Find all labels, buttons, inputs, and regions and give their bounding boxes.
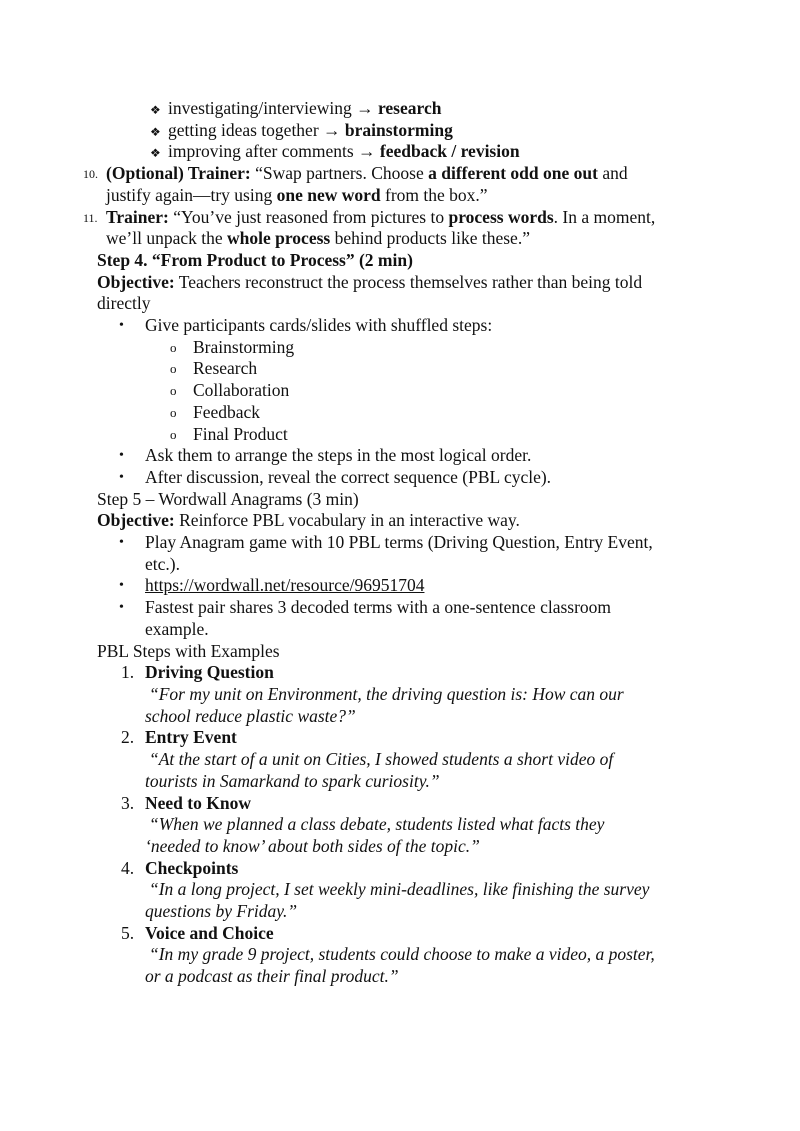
pbl-item-title: 5. Voice and Choice xyxy=(121,922,274,943)
bullet-icon: • xyxy=(119,535,124,551)
step5-objective: Objective: Reinforce PBL vocabulary in an interactive way. xyxy=(97,510,520,531)
list-item: ❖ getting ideas together → brainstorming xyxy=(0,120,800,142)
list-item: • After discussion, reveal the correct sequence (PBL cycle). xyxy=(119,466,552,487)
pbl-item-title: 1. Driving Question xyxy=(121,662,274,683)
diamond-bullet-icon: ❖ xyxy=(150,124,161,139)
numbered-item-11-cont: we’ll unpack the whole process behind products like these.” xyxy=(106,228,530,249)
list-item xyxy=(0,575,800,597)
item-number: 5. xyxy=(121,922,135,943)
numbered-item-10-cont: justify again—try using one new word from the box.” xyxy=(106,184,488,205)
step5-heading: Step 5 – Wordwall Anagrams (3 min) xyxy=(97,488,359,509)
item-number: 3. xyxy=(121,792,135,813)
list-item: • Give participants cards/slides with shuffled steps: xyxy=(119,315,493,336)
list-item: o Collaboration xyxy=(170,380,290,401)
list-item: ❖ investigating/interviewing → research xyxy=(0,98,800,120)
diamond-bullet-icon: ❖ xyxy=(150,146,161,161)
bullet-icon: • xyxy=(119,318,124,334)
circle-bullet-icon: o xyxy=(170,383,177,399)
circle-bullet-icon: o xyxy=(170,426,177,442)
pbl-item-example-cont: or a podcast as their final product.” xyxy=(145,966,399,987)
bullet-icon: • xyxy=(119,578,124,594)
pbl-heading: PBL Steps with Examples xyxy=(97,640,280,661)
pbl-item-title: 2. Entry Event xyxy=(121,727,237,748)
numbered-item-10: 10. (Optional) Trainer: “Swap partners. Choose a different odd one out and xyxy=(0,163,800,185)
pbl-item-example-cont: school reduce plastic waste?” xyxy=(145,705,356,726)
circle-bullet-icon: o xyxy=(170,404,177,420)
wordwall-link[interactable]: https://wordwall.net/resource/96951704 xyxy=(145,575,425,596)
bullet-icon: • xyxy=(119,600,124,616)
pbl-item-example: “For my unit on Environment, the driving question is: How can our xyxy=(149,683,624,704)
bullet-icon: • xyxy=(119,448,124,464)
step4-objective: Objective: Teachers reconstruct the process themselves rather than being told xyxy=(97,271,643,292)
list-item: • Play Anagram game with 10 PBL terms (Driving Question, Entry Event, xyxy=(119,532,653,553)
document-page xyxy=(0,98,800,988)
list-item: o Final Product xyxy=(170,423,288,444)
list-item: • Fastest pair shares 3 decoded terms with a one-sentence classroom xyxy=(119,597,612,618)
list-item: ❖ improving after comments → feedback / revision xyxy=(0,141,800,163)
step4-objective-cont: directly xyxy=(97,293,151,314)
pbl-item-example: “At the start of a unit on Cities, I showed students a short video of xyxy=(149,749,614,770)
list-item: o Brainstorming xyxy=(170,336,295,357)
step4-heading: Step 4. “From Product to Process” (2 min) xyxy=(97,249,413,270)
item-number: 2. xyxy=(121,727,135,748)
pbl-item-example-cont: tourists in Samarkand to spark curiosity.” xyxy=(145,770,440,791)
pbl-item-example: “In my grade 9 project, students could choose to make a video, a poster, xyxy=(149,944,655,965)
item-number: 1. xyxy=(121,662,135,683)
list-item-cont: etc.). xyxy=(145,553,180,574)
circle-bullet-icon: o xyxy=(170,339,177,355)
item-number: 4. xyxy=(121,857,135,878)
list-item: o Feedback xyxy=(170,401,261,422)
pbl-item-example: “In a long project, I set weekly mini-deadlines, like finishing the survey xyxy=(149,879,650,900)
list-item: • Ask them to arrange the steps in the most logical order. xyxy=(119,445,532,466)
pbl-item-title: 4. Checkpoints xyxy=(121,857,239,878)
bullet-icon: • xyxy=(119,469,124,485)
list-item-cont: example. xyxy=(145,618,209,639)
numbered-item-11: 11. Trainer: “You’ve just reasoned from pictures to process words. In a moment, xyxy=(0,207,800,229)
item-number: 10. xyxy=(83,167,98,182)
pbl-item-title: 3. Need to Know xyxy=(121,792,251,813)
list-item: o Research xyxy=(170,358,258,379)
pbl-item-example-cont: ‘needed to know’ about both sides of the topic.” xyxy=(145,835,480,856)
circle-bullet-icon: o xyxy=(170,361,177,377)
diamond-bullet-icon: ❖ xyxy=(150,103,161,117)
pbl-item-example: “When we planned a class debate, students listed what facts they xyxy=(149,814,605,835)
pbl-item-example-cont: questions by Friday.” xyxy=(145,901,298,922)
item-number: 11. xyxy=(83,210,98,225)
